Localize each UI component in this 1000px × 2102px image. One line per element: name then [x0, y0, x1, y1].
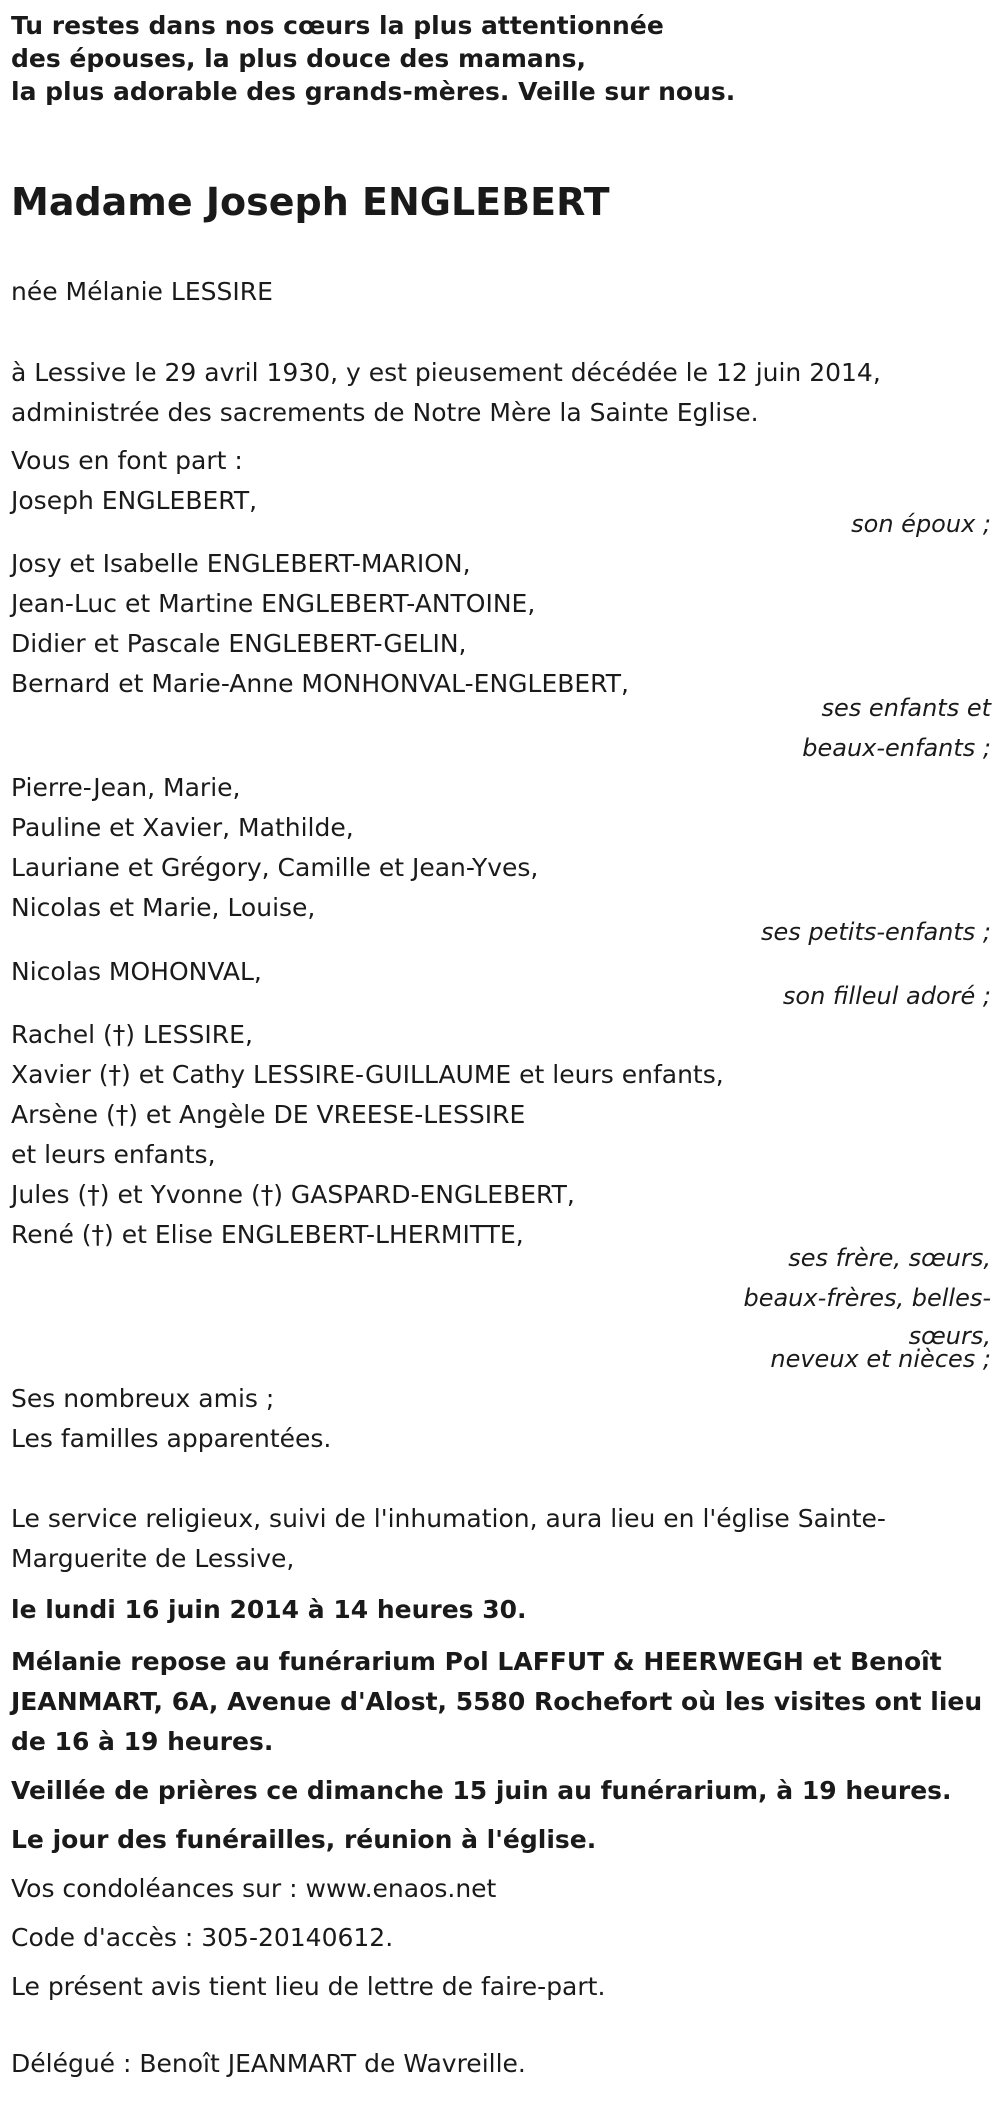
spouse-role: son époux ;	[851, 510, 991, 538]
grandchildren-line: Lauriane et Grégory, Camille et Jean-Yves,	[11, 853, 539, 882]
godson: Nicolas MOHONVAL,	[11, 957, 262, 986]
siblings-role-2: beaux-frères, belles-	[743, 1284, 991, 1312]
children-line: Bernard et Marie-Anne MONHONVAL-ENGLEBERT,	[11, 669, 629, 698]
siblings-line: René (†) et Elise ENGLEBERT-LHERMITTE,	[11, 1220, 524, 1249]
siblings-role-1: ses frère, sœurs,	[788, 1244, 991, 1272]
delegate: Délégué : Benoît JEANMART de Wavreille.	[11, 2049, 526, 2078]
grandchildren-line: Pierre-Jean, Marie,	[11, 773, 241, 802]
siblings-role-3: sœurs,	[908, 1322, 991, 1350]
meeting: Le jour des funérailles, réunion à l'église.	[11, 1825, 597, 1854]
spouse: Joseph ENGLEBERT,	[11, 486, 258, 515]
service-line-2: Marguerite de Lessive,	[11, 1544, 295, 1573]
intro-line: la plus adorable des grands-mères. Veille sur nous.	[11, 77, 736, 106]
rest-line-3: de 16 à 19 heures.	[11, 1727, 274, 1756]
notice: Le présent avis tient lieu de lettre de faire-part.	[11, 1972, 606, 2001]
intro-line: des épouses, la plus douce des mamans,	[11, 44, 586, 73]
children-role-1: ses enfants et	[821, 694, 991, 722]
siblings-line: Jules (†) et Yvonne (†) GASPARD-ENGLEBERT,	[11, 1180, 575, 1209]
children-line: Didier et Pascale ENGLEBERT-GELIN,	[11, 629, 467, 658]
rest-line-1: Mélanie repose au funérarium Pol LAFFUT & HEERWEGH et Benoît	[11, 1647, 942, 1676]
birth-line-2: administrée des sacrements de Notre Mère la Sainte Eglise.	[11, 398, 759, 427]
deceased-name: Madame Joseph ENGLEBERT	[11, 180, 610, 224]
siblings-line: et leurs enfants,	[11, 1140, 216, 1169]
birth-line-1: à Lessive le 29 avril 1930, y est pieusement décédée le 12 juin 2014,	[11, 358, 881, 387]
children-line: Jean-Luc et Martine ENGLEBERT-ANTOINE,	[11, 589, 536, 618]
siblings-line: Rachel (†) LESSIRE,	[11, 1020, 253, 1049]
access-code: Code d'accès : 305-20140612.	[11, 1923, 394, 1952]
godson-role: son filleul adoré ;	[782, 982, 991, 1010]
intro-verse	[11, 9, 991, 108]
born-name: née Mélanie LESSIRE	[11, 277, 273, 306]
condolences: Vos condoléances sur : www.enaos.net	[11, 1874, 497, 1903]
siblings-line: Arsène (†) et Angèle DE VREESE-LESSIRE	[11, 1100, 526, 1129]
service-date: le lundi 16 juin 2014 à 14 heures 30.	[11, 1595, 527, 1624]
families: Les familles apparentées.	[11, 1424, 332, 1453]
grandchildren-line: Pauline et Xavier, Mathilde,	[11, 813, 354, 842]
siblings-line: Xavier (†) et Cathy LESSIRE-GUILLAUME et leurs enfants,	[11, 1060, 724, 1089]
grandchildren-line: Nicolas et Marie, Louise,	[11, 893, 316, 922]
vigil: Veillée de prières ce dimanche 15 juin au funérarium, à 19 heures.	[11, 1776, 952, 1805]
obituary-notice	[11, 0, 991, 2078]
grandchildren-role: ses petits-enfants ;	[760, 918, 991, 946]
friends: Ses nombreux amis ;	[11, 1384, 275, 1413]
siblings-role-4: neveux et nièces ;	[770, 1345, 991, 1373]
intro-line: Tu restes dans nos cœurs la plus attentionnée	[11, 11, 664, 40]
children-line: Josy et Isabelle ENGLEBERT-MARION,	[11, 549, 471, 578]
announce: Vous en font part :	[11, 446, 243, 475]
children-role-2: beaux-enfants ;	[802, 734, 991, 762]
rest-line-2: JEANMART, 6A, Avenue d'Alost, 5580 Rochefort où les visites ont lieu	[11, 1687, 983, 1716]
service-line-1: Le service religieux, suivi de l'inhumation, aura lieu en l'église Sainte-	[11, 1504, 886, 1533]
